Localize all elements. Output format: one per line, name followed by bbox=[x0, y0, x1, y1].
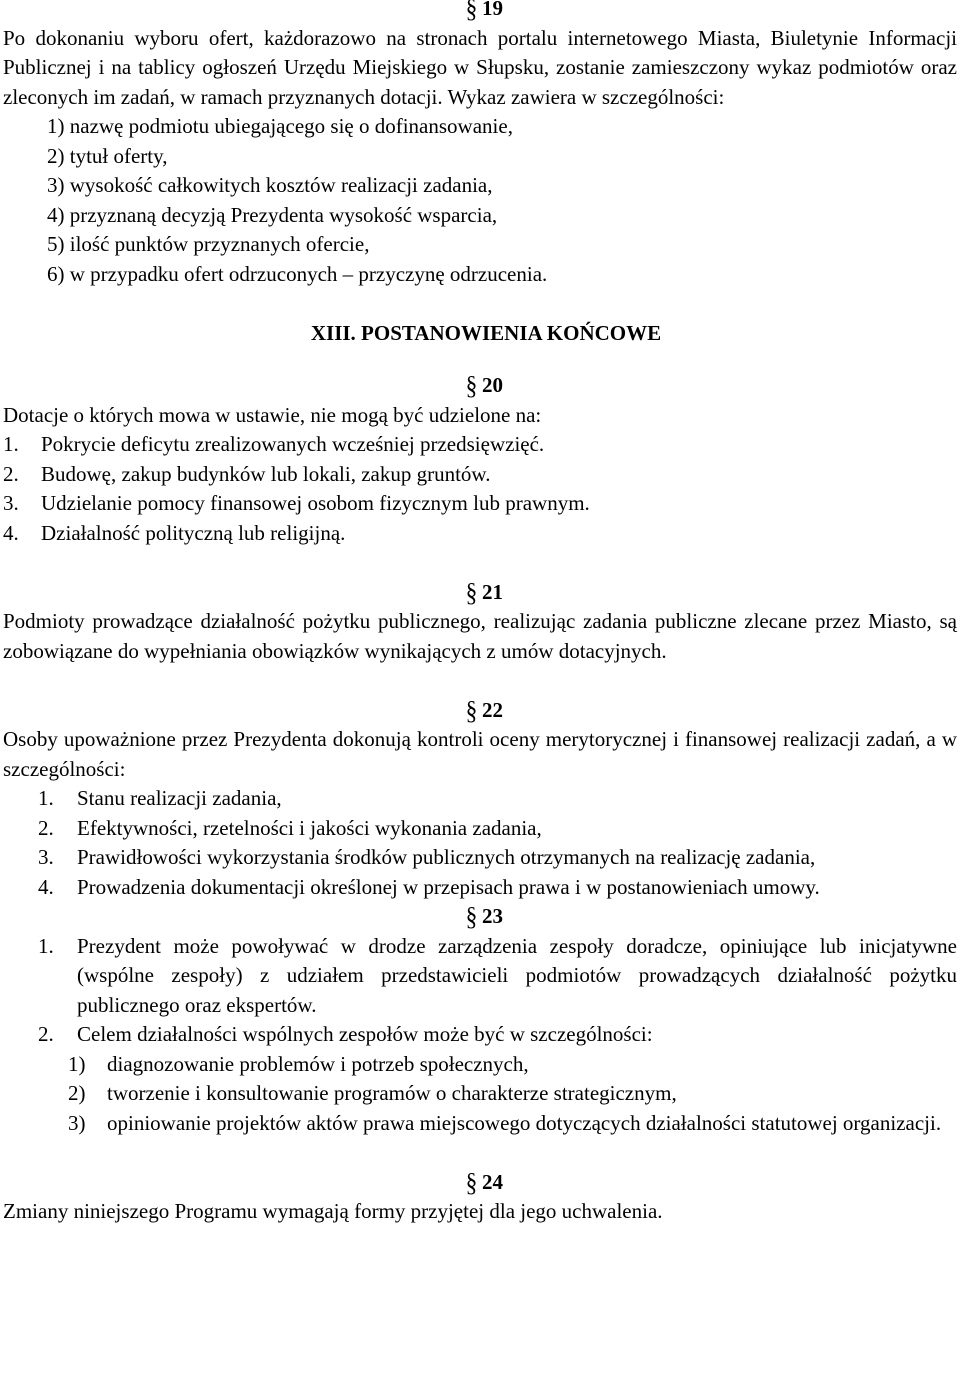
sublist-item bbox=[0, 1109, 957, 1139]
item-text: Prowadzenia dokumentacji określonej w przepisach prawa i w postanowieniach umowy. bbox=[77, 874, 820, 899]
section-number: 22 bbox=[482, 697, 503, 722]
item-text: diagnozowanie problemów i potrzeb społecznych, bbox=[107, 1051, 529, 1076]
item-number: 1. bbox=[38, 933, 54, 958]
section-24-text: Zmiany niniejszego Programu wymagają formy przyjętej dla jego uchwalenia. bbox=[3, 1199, 663, 1223]
section-heading-19 bbox=[0, 0, 960, 24]
section-symbol: § bbox=[465, 902, 478, 931]
item-text: Budowę, zakup budynków lub lokali, zakup gruntów. bbox=[41, 461, 491, 486]
item-text: Celem działalności wspólnych zespołów może być w szczególności: bbox=[77, 1022, 653, 1046]
section-heading-22 bbox=[0, 696, 960, 726]
section-symbol: § bbox=[465, 577, 478, 607]
list-item bbox=[0, 932, 960, 1021]
item-number: 3. bbox=[38, 845, 54, 869]
spacer bbox=[0, 289, 960, 319]
section-number: 19 bbox=[482, 0, 503, 20]
section-heading-23 bbox=[0, 902, 960, 932]
spacer bbox=[0, 348, 960, 371]
chapter-heading: XIII. POSTANOWIENIA KOŃCOWE bbox=[310, 320, 662, 345]
section-22-list bbox=[0, 784, 960, 902]
item-number: 2. bbox=[38, 815, 54, 840]
list-item: 6) w przypadku ofert odrzuconych – przyczynę odrzucenia. bbox=[47, 261, 548, 286]
list-item: 3) wysokość całkowitych kosztów realizacji zadania, bbox=[47, 173, 493, 197]
list-item: 2) tytuł oferty, bbox=[47, 143, 168, 168]
section-number: 23 bbox=[482, 904, 503, 928]
list-item bbox=[0, 873, 960, 903]
section-heading-21 bbox=[0, 578, 960, 608]
section-19-list bbox=[0, 112, 960, 289]
item-number: 2. bbox=[3, 461, 19, 486]
item-text: Efektywności, rzetelności i jakości wykonania zadania, bbox=[77, 815, 542, 840]
section-number: 24 bbox=[482, 1169, 503, 1194]
spacer bbox=[0, 1138, 960, 1168]
section-heading-20 bbox=[0, 371, 960, 401]
item-number: 3) bbox=[68, 1110, 86, 1135]
section-symbol: § bbox=[465, 695, 478, 725]
item-number: 4. bbox=[38, 874, 54, 899]
sublist-item bbox=[0, 1079, 957, 1109]
section-number: 20 bbox=[482, 373, 503, 397]
list-item bbox=[0, 843, 960, 873]
spacer bbox=[0, 548, 960, 578]
section-20-list bbox=[0, 430, 960, 548]
section-19-intro: Po dokonaniu wyboru ofert, każdorazowo na stronach portalu internetowego Miasta, Biuletynie Informacji Publicznej i na tablicy ogłoszeń Urzędu Miejskiego w Słupsku, zostanie zamieszczony wykaz podmiotów oraz zleconych im zadań, w ramach przyznanych dotacji. Wykaz zawiera w szczególności: bbox=[3, 25, 957, 109]
list-item bbox=[0, 430, 960, 460]
section-20-intro: Dotacje o których mowa w ustawie, nie mogą być udzielone na: bbox=[3, 402, 542, 427]
list-item bbox=[0, 489, 960, 519]
list-item bbox=[0, 784, 960, 814]
item-number: 3. bbox=[3, 491, 19, 515]
item-number: 1. bbox=[3, 432, 19, 456]
item-text: Działalność polityczną lub religijną. bbox=[41, 520, 346, 545]
section-symbol: § bbox=[465, 0, 478, 23]
section-heading-24 bbox=[0, 1168, 960, 1198]
section-number: 21 bbox=[482, 579, 503, 604]
item-text: Stanu realizacji zadania, bbox=[77, 786, 282, 810]
item-text: Prezydent może powoływać w drodze zarządzenia zespoły doradcze, opiniujące lub inicjatywne (wspólne zespoły) z udziałem przedstawicieli podmiotów prowadzących działalność pożytku publicznego oraz ekspertów. bbox=[77, 933, 957, 1017]
item-number: 2) bbox=[68, 1081, 86, 1105]
list-item: 5) ilość punktów przyznanych ofercie, bbox=[47, 232, 370, 256]
sublist-item bbox=[0, 1050, 957, 1080]
item-text: Prawidłowości wykorzystania środków publicznych otrzymanych na realizację zadania, bbox=[77, 845, 816, 869]
section-symbol: § bbox=[465, 1167, 478, 1197]
list-item bbox=[0, 1020, 960, 1138]
item-text: opiniowanie projektów aktów prawa miejscowego dotyczących działalności statutowej organizacji. bbox=[107, 1110, 942, 1135]
section-23-list bbox=[0, 932, 960, 1139]
list-item: 4) przyznaną decyzją Prezydenta wysokość wsparcia, bbox=[47, 202, 498, 227]
item-text: Udzielanie pomocy finansowej osobom fizycznym lub prawnym. bbox=[41, 491, 590, 515]
section-22-intro: Osoby upoważnione przez Prezydenta dokonują kontroli oceny merytorycznej i finansowej realizacji zadań, a w szczególności: bbox=[3, 727, 957, 781]
item-text: tworzenie i konsultowanie programów o charakterze strategicznym, bbox=[107, 1081, 677, 1105]
section-symbol: § bbox=[465, 371, 478, 400]
list-item bbox=[0, 814, 960, 844]
spacer bbox=[0, 666, 960, 696]
list-item bbox=[0, 519, 960, 549]
list-item bbox=[0, 460, 960, 490]
item-number: 4. bbox=[3, 520, 19, 545]
item-number: 1. bbox=[38, 786, 54, 810]
section-23-sublist bbox=[68, 1050, 957, 1139]
item-number: 1) bbox=[68, 1051, 86, 1076]
section-21-text: Podmioty prowadzące działalność pożytku publicznego, realizując zadania publiczne zlecane przez Miasto, są zobowiązane do wypełniania obowiązków wynikających z umów dotacyjnych. bbox=[3, 609, 957, 663]
item-text: Pokrycie deficytu zrealizowanych wcześniej przedsięwzięć. bbox=[41, 432, 545, 456]
item-number: 2. bbox=[38, 1022, 54, 1046]
list-item: 1) nazwę podmiotu ubiegającego się o dofinansowanie, bbox=[47, 114, 513, 138]
